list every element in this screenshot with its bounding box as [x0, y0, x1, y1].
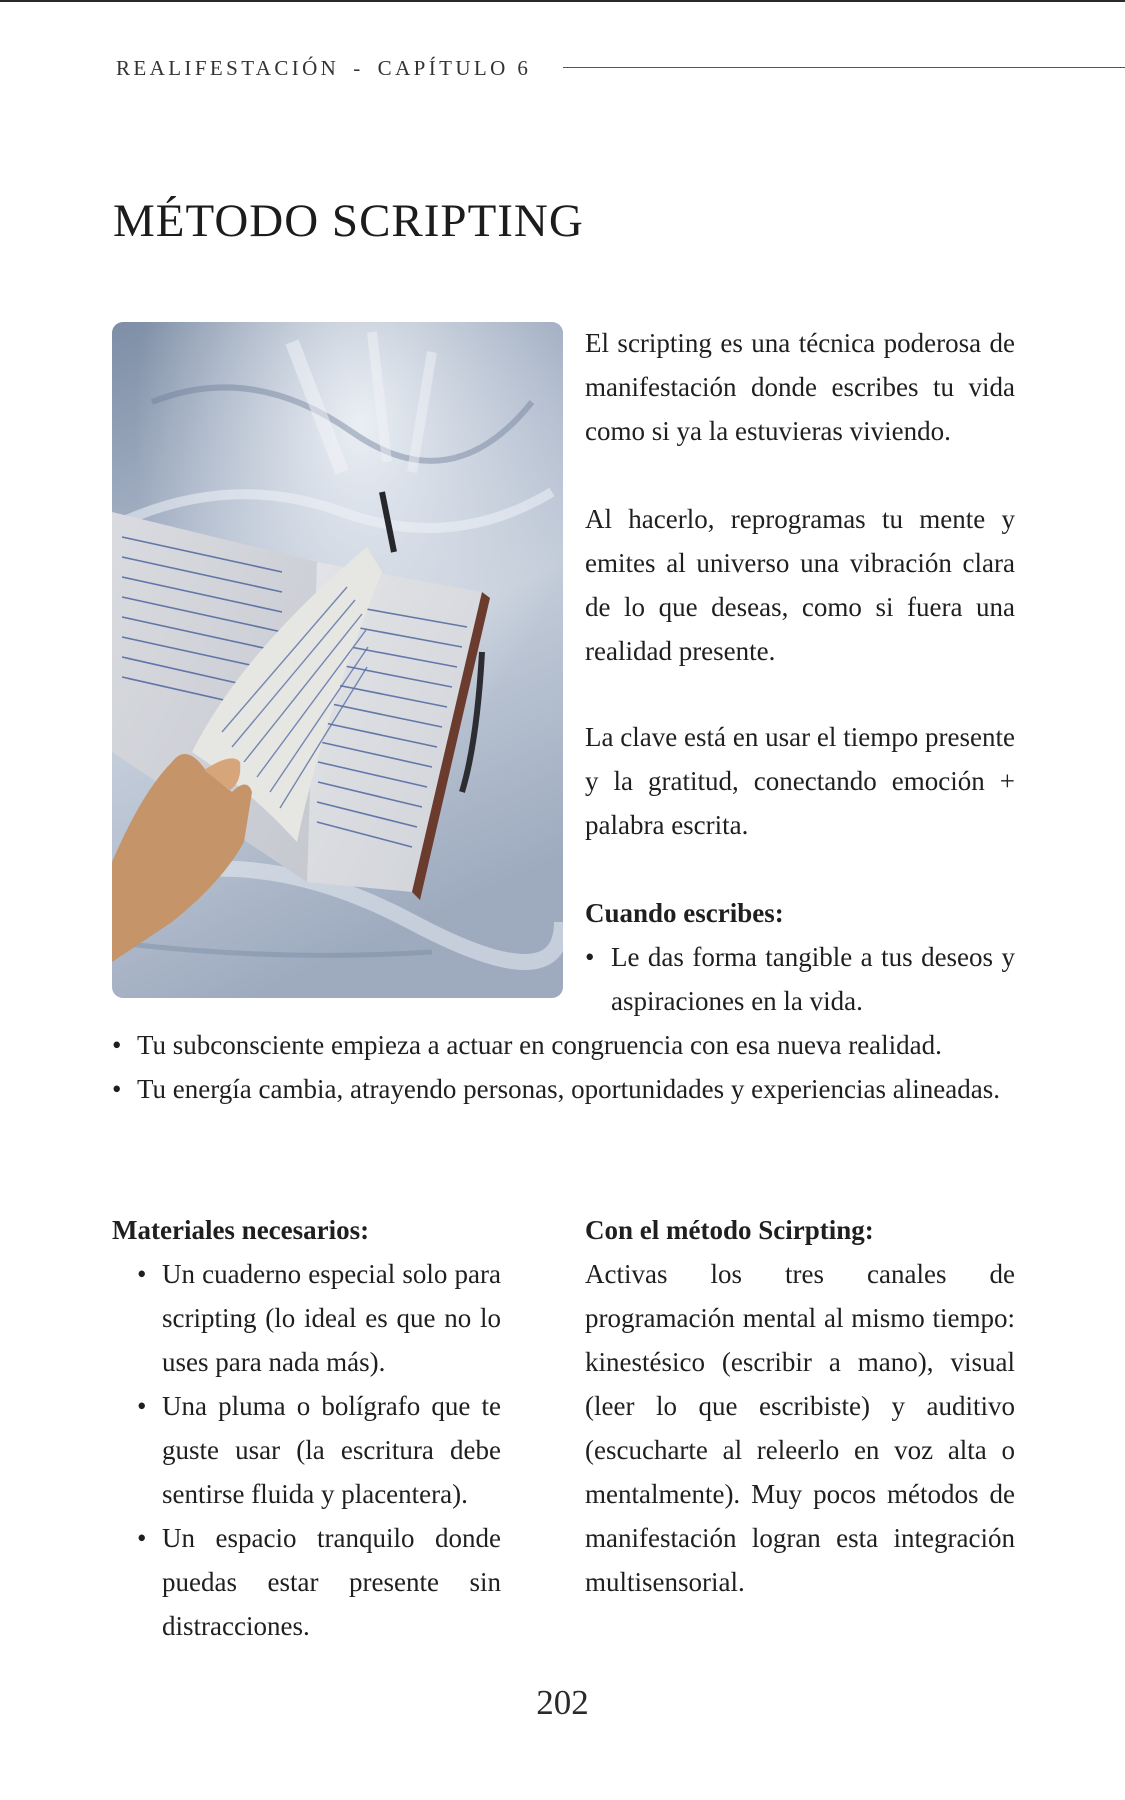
materials-item [137, 1384, 501, 1516]
when-writing-item-text: Tu energía cambia, atrayendo personas, oportunidades y experiencias alineadas. [137, 1074, 1000, 1104]
header-chapter: CAPÍTULO 6 [377, 56, 532, 80]
materials-item [137, 1252, 501, 1384]
bullet-icon: • [137, 1259, 147, 1289]
open-journal-illustration-icon [112, 322, 563, 998]
bullet-icon: • [137, 1391, 147, 1421]
header-separator: - [353, 56, 364, 80]
materials-item-text: Un espacio tranquilo donde puedas estar presente sin distracciones. [162, 1523, 501, 1641]
page-number: 202 [536, 1683, 589, 1722]
when-writing-heading: Cuando escribes: [585, 898, 784, 928]
page-title: MÉTODO SCRIPTING [113, 195, 584, 247]
bullet-icon: • [137, 1523, 147, 1553]
when-writing-item [112, 1023, 1015, 1067]
materials-heading: Materiales necesarios: [112, 1215, 370, 1245]
when-writing-item [585, 935, 1015, 1023]
bullet-icon: • [585, 942, 595, 972]
running-header [116, 56, 531, 81]
bullet-icon: • [112, 1030, 122, 1060]
bullet-icon: • [112, 1074, 122, 1104]
when-writing-item-text: Le das forma tangible a tus deseos y aspiraciones en la vida. [611, 942, 1015, 1016]
method-heading: Con el método Scirpting: [585, 1215, 874, 1245]
materials-item-text: Un cuaderno especial solo para scripting (lo ideal es que no lo uses para nada más). [162, 1259, 501, 1377]
when-writing-item-text: Tu subconsciente empieza a actuar en congruencia con esa nueva realidad. [137, 1030, 942, 1060]
method-paragraph: Activas los tres canales de programación mental al mismo tiempo: kinestésico (escribir a mano), visual (leer lo que escribiste) y auditivo (escucharte al releerlo en voz alta o mentalmente). Muy pocos métodos de manifestación logran esta integración multisensorial. [585, 1259, 1015, 1597]
header-book-title: REALIFESTACIÓN [116, 56, 340, 80]
intro-paragraph-2: Al hacerlo, reprogramas tu mente y emites al universo una vibración clara de lo que deseas, como si fuera una realidad presente. [585, 504, 1015, 666]
materials-item [137, 1516, 501, 1648]
intro-paragraph-1: El scripting es una técnica poderosa de manifestación donde escribes tu vida como si ya la estuvieras viviendo. [585, 328, 1015, 446]
header-rule [563, 67, 1125, 68]
materials-item-text: Una pluma o bolígrafo que te guste usar (la escritura debe sentirse fluida y placentera). [162, 1391, 501, 1509]
top-border [0, 0, 1125, 2]
intro-paragraph-3: La clave está en usar el tiempo presente y la gratitud, conectando emoción + palabra escrita. [585, 722, 1015, 840]
journal-illustration [112, 322, 563, 998]
when-writing-item [112, 1067, 1015, 1155]
